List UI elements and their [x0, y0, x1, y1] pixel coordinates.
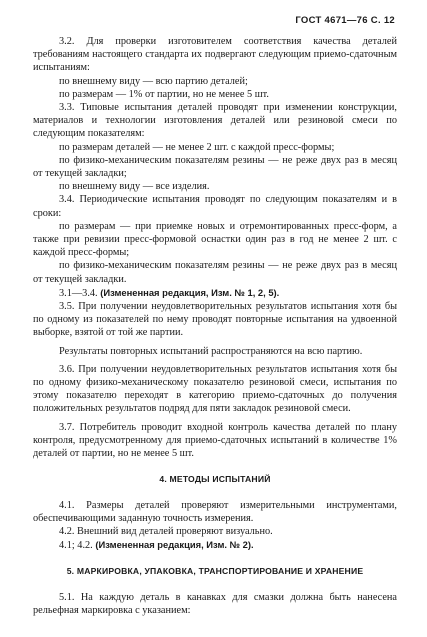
paragraph-3-3-c: по внешнему виду — все изделия. [59, 181, 210, 193]
paragraph-3-2: 3.2. Для проверки изготовителем соответствия качества деталей требованиям настоящего стандарта их подвергают следующим приемо-сдаточным испытаниям: [33, 36, 397, 74]
paragraph-4-1: 4.1. Размеры деталей проверяют измерительными инструментами, обеспечивающими заданную точность измерения. [33, 499, 397, 524]
section-heading-5: 5. МАРКИРОВКА, УПАКОВКА, ТРАНСПОРТИРОВАНИЕ И ХРАНЕНИЕ [66, 566, 364, 577]
paragraph-3-3-a: по размерам деталей — не менее 2 шт. с каждой пресс-формы; [59, 141, 335, 153]
revision-note-1 [33, 286, 397, 300]
paragraph-3-2-b: по размерам — 1% от партии, но не менее 5 шт. [59, 88, 269, 100]
page-header: ГОСТ 4671—76 С. 12 [295, 15, 395, 26]
paragraph-3-6: 3.6. При получении неудовлетворительных результатов испытания хотя бы по одному физико-механическому показателю резиновой смеси, испытания по этому показателю переходят в категорию приемо-сдаточных до получения положительных результатов подряд для пяти закладок резиновой смеси. [33, 363, 397, 415]
revision-note-2 [33, 538, 397, 552]
section-heading-4: 4. МЕТОДЫ ИСПЫТАНИЙ [159, 474, 271, 485]
paragraph-3-2-a: по внешнему виду — всю партию деталей; [59, 75, 248, 87]
paragraph-3-4-a: по размерам — при приемке новых и отремонтированных пресс-форм, а также при ревизии пресс-формовой оснастки один раз в год не менее 2 шт. с каждой пресс-формы; [33, 220, 397, 259]
paragraph-3-5-b: Результаты повторных испытаний распространяются на всю партию. [59, 345, 363, 357]
paragraph-3-5: 3.5. При получении неудовлетворительных результатов испытания хотя бы по одному из показателей по нему проводят повторные испытания на удвоенной выборке, взятой от той же партии. [33, 301, 397, 339]
revision-note-1-bold: (Измененная редакция, Изм. № 1, 2, 5). [100, 286, 280, 298]
paragraph-3-3: 3.3. Типовые испытания деталей проводят при изменении конструкции, материалов и технологии изготовления деталей или резиновой смеси по следующим показателям: [33, 102, 397, 140]
paragraph-3-7: 3.7. Потребитель проводит входной контроль качества деталей по плану контроля, предусмотренному для приемо-сдаточных испытаний в количестве 1% деталей от партии, но не менее 5 шт. [33, 421, 397, 460]
revision-note-2-prefix: 4.1; 4.2. [59, 540, 93, 552]
paragraph-4-2: 4.2. Внешний вид деталей проверяют визуально. [59, 525, 273, 537]
paragraph-5-1: 5.1. На каждую деталь в канавках для смазки должна быть нанесена рельефная маркировка с указанием: [33, 591, 397, 616]
paragraph-3-3-b: по физико-механическим показателям резины — не реже двух раз в месяц от текущей закладки; [33, 154, 397, 180]
revision-note-2-bold: (Измененная редакция, Изм. № 2). [95, 539, 254, 551]
paragraph-3-4: 3.4. Периодические испытания проводят по следующим показателям и в сроки: [33, 194, 397, 219]
revision-note-1-prefix: 3.1—3.4. [59, 287, 98, 299]
paragraph-3-4-b: по физико-механическим показателям резины — не реже двух раз в месяц от текущей закладки. [33, 260, 397, 285]
